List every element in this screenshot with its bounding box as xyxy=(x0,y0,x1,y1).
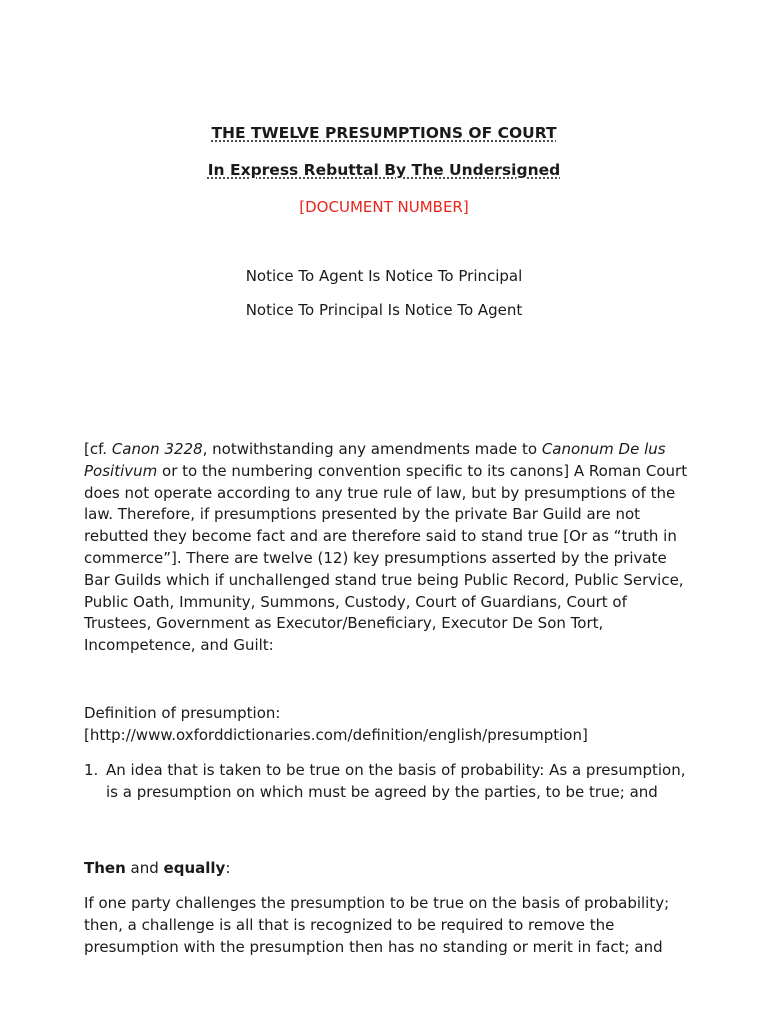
intro-mid: , notwithstanding any amendments made to xyxy=(202,440,542,458)
then-word: Then xyxy=(84,859,126,877)
document-subtitle-text: In Express Rebuttal By The Undersigned xyxy=(207,161,561,179)
document-subtitle xyxy=(0,160,768,180)
list-item-text: An idea that is taken to be true on the basis of probability: As a presumption, is a presumption on which must be agreed by the parties, to be true; and xyxy=(106,761,686,801)
document-number: [DOCUMENT NUMBER] xyxy=(299,198,469,216)
notice-line-1: Notice To Agent Is Notice To Principal xyxy=(245,267,523,285)
intro-post: or to the numbering convention specific to its canons] A Roman Court does not operate according to any true rule of law, but by presumptions of the law. Therefore, if presumptions presented by the private Bar Guild are not rebutted they become fact and are therefore said to stand true [Or as “truth in commerce”]. There are twelve (12) key presumptions asserted by the private Bar Guilds which if unchallenged stand true being Public Record, Public Service, Public Oath, Immunity, Summons, Custody, Court of Guardians, Court of Trustees, Government as Executor/Beneficiary, Executor De Son Tort, Incompetence, and Guilt: xyxy=(84,461,688,655)
and-word: and xyxy=(125,859,164,877)
colon-char: : xyxy=(225,859,231,877)
challenge-paragraph: If one party challenges the presumption to be true on the basis of probability; then, a challenge is all that is recognized to be required to remove the presumption with the presumption then has no standing or merit in fact; and xyxy=(84,894,670,956)
document-title xyxy=(0,123,768,143)
canonum-reference: Canonum De lus Positivum xyxy=(84,440,666,480)
then-equally-line xyxy=(84,858,688,880)
notice-line-2: Notice To Principal Is Notice To Agent xyxy=(245,301,523,319)
document-title-text: THE TWELVE PRESUMPTIONS OF COURT xyxy=(211,124,557,142)
list-item-number: 1. xyxy=(84,761,99,779)
list-item xyxy=(84,760,688,804)
intro-paragraph xyxy=(84,439,688,657)
definition-link: [http://www.oxforddictionaries.com/definition/english/presumption] xyxy=(84,725,588,744)
intro-pre: [cf. xyxy=(84,440,112,458)
equally-word: equally xyxy=(163,859,226,877)
definition-block xyxy=(84,703,688,747)
canon-reference: Canon 3228 xyxy=(111,440,203,458)
definition-label: Definition of presumption: xyxy=(84,704,281,722)
